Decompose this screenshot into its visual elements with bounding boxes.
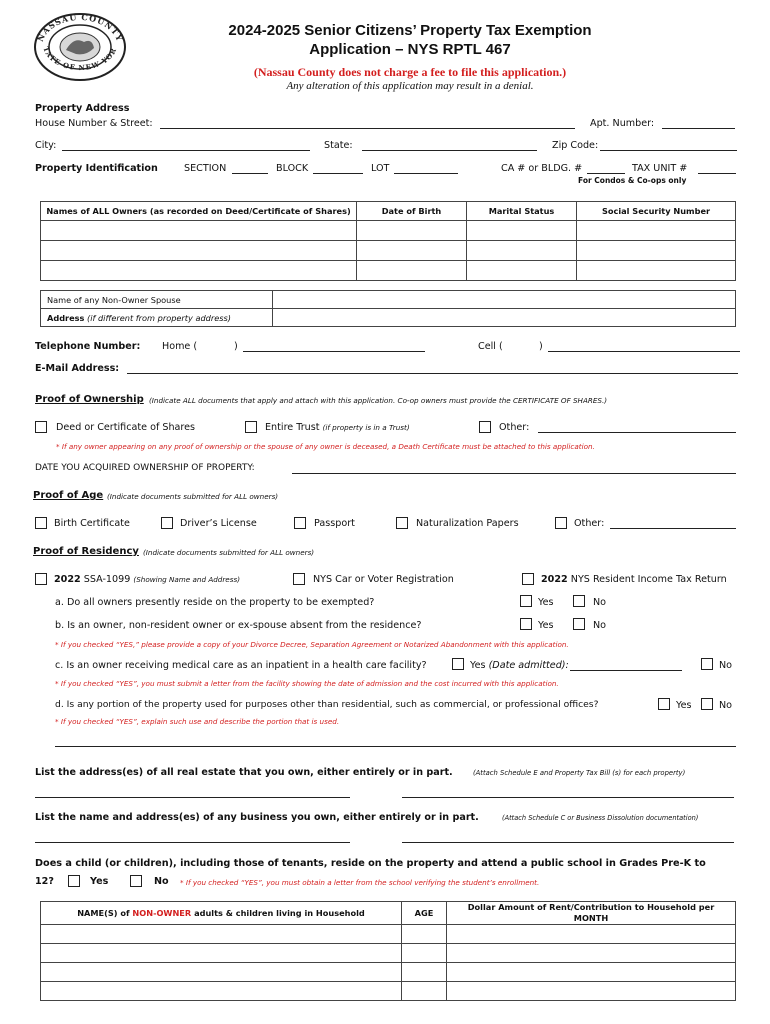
owners-header-name: Names of ALL Owners (as recorded on Deed/Certificate of Shares) <box>41 202 357 221</box>
owner-name-cell[interactable] <box>41 221 357 241</box>
block-label: BLOCK <box>276 163 309 174</box>
ownership-heading: Proof of Ownership <box>35 394 144 405</box>
household-name-cell[interactable] <box>41 982 402 1001</box>
ownership-other-checkbox[interactable] <box>479 421 491 433</box>
seal-top-text: NASSAU COUNTY <box>34 12 126 44</box>
question-b: b. Is an owner, non-resident owner or ex-spouse absent from the residence? <box>55 620 422 631</box>
deed-checkbox[interactable] <box>35 421 47 433</box>
household-rent-cell[interactable] <box>447 925 736 944</box>
household-age-cell[interactable] <box>402 963 447 982</box>
household-name-cell[interactable] <box>41 963 402 982</box>
business-note: (Attach Schedule C or Business Dissolution documentation) <box>502 814 699 822</box>
question-c-note: * If you checked “YES”, you must submit a letter from the facility showing the date of admission and the cost incurred with this application. <box>55 679 559 688</box>
question-c-yes-label: Yes (Date admitted): <box>470 660 569 671</box>
question-c-yes-checkbox[interactable] <box>452 658 464 670</box>
ca-label: CA # or BLDG. # <box>501 163 583 174</box>
tax-return-label: 2022 NYS Resident Income Tax Return <box>541 574 727 585</box>
alteration-note: Any alteration of this application may result in a denial. <box>286 80 534 92</box>
table-row <box>41 261 736 281</box>
owners-table <box>40 201 736 281</box>
zip-field[interactable] <box>600 150 737 151</box>
household-rent-cell[interactable] <box>447 944 736 963</box>
owner-name-cell[interactable] <box>41 261 357 281</box>
lot-label: LOT <box>371 163 390 174</box>
home-label: Home ( <box>162 341 198 352</box>
email-field[interactable] <box>127 373 738 374</box>
apt-field[interactable] <box>662 128 735 129</box>
school-note: * If you checked “YES”, you must obtain a letter from the school verifying the student’s enrollment. <box>180 878 540 887</box>
question-c-no-checkbox[interactable] <box>701 658 713 670</box>
car-voter-label: NYS Car or Voter Registration <box>313 574 454 585</box>
tax-return-checkbox[interactable] <box>522 573 534 585</box>
seal-bottom-text: TATE OF NEW YOR <box>41 45 119 73</box>
cell-close: ) <box>539 341 543 352</box>
spouse-name-cell[interactable] <box>273 291 736 309</box>
question-a-no-label: No <box>593 597 607 608</box>
section-field[interactable] <box>232 173 268 174</box>
school-no-label: No <box>154 876 169 887</box>
residency-note: (Indicate documents submitted for ALL owners) <box>143 548 315 557</box>
trust-checkbox[interactable] <box>245 421 257 433</box>
condo-note: For Condos & Co-ops only <box>578 176 687 185</box>
license-checkbox[interactable] <box>161 517 173 529</box>
state-label: State: <box>324 140 353 151</box>
business-field-2[interactable] <box>402 842 734 843</box>
question-d-yes-checkbox[interactable] <box>658 698 670 710</box>
household-header-age: AGE <box>402 902 447 925</box>
section-label: SECTION <box>184 163 227 174</box>
household-rent-cell[interactable] <box>447 963 736 982</box>
household-header-name: NAME(S) of NON-OWNER adults & children living in Household <box>41 902 402 925</box>
apt-label: Apt. Number: <box>590 118 655 129</box>
birth-cert-checkbox[interactable] <box>35 517 47 529</box>
question-b-yes-checkbox[interactable] <box>520 618 532 630</box>
street-field[interactable] <box>160 128 575 129</box>
owner-marital-cell[interactable] <box>467 241 577 261</box>
city-label: City: <box>35 140 57 151</box>
home-phone-field[interactable] <box>243 351 425 352</box>
table-row <box>41 944 736 963</box>
owner-marital-cell[interactable] <box>467 261 577 281</box>
age-other-checkbox[interactable] <box>555 517 567 529</box>
spouse-address-label: Address (if different from property address) <box>41 309 273 327</box>
ssa-label: 2022 SSA-1099 (Showing Name and Address) <box>54 574 241 585</box>
table-row <box>41 221 736 241</box>
zip-label: Zip Code: <box>552 140 599 151</box>
email-label: E-Mail Address: <box>35 363 120 374</box>
question-d-yes-label: Yes <box>676 700 692 711</box>
property-id-heading: Property Identification <box>35 163 158 174</box>
age-other-label: Other: <box>574 518 605 529</box>
passport-label: Passport <box>314 518 355 529</box>
owners-header-dob: Date of Birth <box>357 202 467 221</box>
owner-ssn-cell[interactable] <box>577 241 736 261</box>
date-admitted-field[interactable] <box>570 670 682 671</box>
tax-unit-label: TAX UNIT # <box>632 163 688 174</box>
birth-cert-label: Birth Certificate <box>54 518 130 529</box>
fee-note: (Nassau County does not charge a fee to file this application.) <box>253 65 567 79</box>
school-question: Does a child (or children), including those of tenants, reside on the property and attend a public school in Grades Pre-K to <box>35 858 706 869</box>
lot-field[interactable] <box>394 173 458 174</box>
school-yes-checkbox[interactable] <box>68 875 80 887</box>
question-d-no-checkbox[interactable] <box>701 698 713 710</box>
question-a-no-checkbox[interactable] <box>573 595 585 607</box>
real-estate-field-2[interactable] <box>402 797 734 798</box>
telephone-label: Telephone Number: <box>35 341 141 352</box>
cell-phone-field[interactable] <box>548 351 740 352</box>
question-c-no-label: No <box>719 660 733 671</box>
table-row <box>41 982 736 1001</box>
question-d: d. Is any portion of the property used for purposes other than residential, such as commercial, or professional offices? <box>55 699 599 710</box>
spouse-address-cell[interactable] <box>273 309 736 327</box>
owner-ssn-cell[interactable] <box>577 221 736 241</box>
owners-header-ssn: Social Security Number <box>577 202 736 221</box>
business-label: List the name and address(es) of any business you own, either entirely or in part. <box>35 812 479 823</box>
real-estate-field-1[interactable] <box>35 797 350 798</box>
table-row <box>41 241 736 261</box>
real-estate-note: (Attach Schedule E and Property Tax Bill (s) for each property) <box>473 769 686 777</box>
household-age-cell[interactable] <box>402 982 447 1001</box>
owner-marital-cell[interactable] <box>467 221 577 241</box>
question-a: a. Do all owners presently reside on the property to be exempted? <box>55 597 375 608</box>
owner-dob-cell[interactable] <box>357 241 467 261</box>
car-voter-checkbox[interactable] <box>293 573 305 585</box>
school-no-checkbox[interactable] <box>130 875 142 887</box>
passport-checkbox[interactable] <box>294 517 306 529</box>
state-field[interactable] <box>362 150 537 151</box>
household-name-cell[interactable] <box>41 944 402 963</box>
ssa-checkbox[interactable] <box>35 573 47 585</box>
residency-heading: Proof of Residency <box>33 546 139 557</box>
household-table <box>40 901 736 1001</box>
ownership-other-field[interactable] <box>538 432 736 433</box>
household-age-cell[interactable] <box>402 925 447 944</box>
question-d-explain-field[interactable] <box>55 746 736 747</box>
county-seal-icon <box>32 12 128 82</box>
table-row <box>41 963 736 982</box>
question-a-yes-label: Yes <box>538 597 554 608</box>
owners-header-marital: Marital Status <box>467 202 577 221</box>
question-d-no-label: No <box>719 700 733 711</box>
question-b-no-label: No <box>593 620 607 631</box>
household-rent-cell[interactable] <box>447 982 736 1001</box>
license-label: Driver’s License <box>180 518 257 529</box>
household-header-rent: Dollar Amount of Rent/Contribution to Household per MONTH <box>447 902 736 925</box>
date-acquired-field[interactable] <box>292 473 736 474</box>
block-field[interactable] <box>313 173 363 174</box>
page-title-line2: Application – NYS RPTL 467 <box>309 41 511 58</box>
school-yes-label: Yes <box>90 876 109 887</box>
ownership-other-label: Other: <box>499 422 530 433</box>
street-label: House Number & Street: <box>35 118 153 129</box>
ownership-note: (Indicate ALL documents that apply and attach with this application. Co-op owners must provide the CERTIFICATE OF SHARES.) <box>149 396 608 405</box>
age-heading: Proof of Age <box>33 490 104 501</box>
owner-ssn-cell[interactable] <box>577 261 736 281</box>
deceased-note: * If any owner appearing on any proof of ownership or the spouse of any owner is deceased, a Death Certificate must be attached to this application. <box>56 442 595 451</box>
page-title-line1: 2024-2025 Senior Citizens’ Property Tax Exemption <box>228 22 592 39</box>
naturalization-label: Naturalization Papers <box>416 518 519 529</box>
cell-label: Cell ( <box>478 341 503 352</box>
question-b-no-checkbox[interactable] <box>573 618 585 630</box>
naturalization-checkbox[interactable] <box>396 517 408 529</box>
spouse-table <box>40 290 736 327</box>
question-b-yes-label: Yes <box>538 620 554 631</box>
city-field[interactable] <box>62 150 310 151</box>
question-d-note: * If you checked “YES”, explain such use and describe the portion that is used. <box>55 717 340 726</box>
deed-label: Deed or Certificate of Shares <box>56 422 196 433</box>
real-estate-label: List the address(es) of all real estate that you own, either entirely or in part. <box>35 767 453 778</box>
ca-field[interactable] <box>587 173 625 174</box>
date-acquired-label: DATE YOU ACQUIRED OWNERSHIP OF PROPERTY: <box>35 463 255 473</box>
home-close: ) <box>234 341 238 352</box>
owner-dob-cell[interactable] <box>357 261 467 281</box>
tax-unit-field[interactable] <box>698 173 736 174</box>
household-name-cell[interactable] <box>41 925 402 944</box>
question-a-yes-checkbox[interactable] <box>520 595 532 607</box>
household-age-cell[interactable] <box>402 944 447 963</box>
owner-name-cell[interactable] <box>41 241 357 261</box>
question-b-note: * If you checked “YES,” please provide a copy of your Divorce Decree, Separation Agreement or Notarized Abandonment with this application. <box>55 640 569 649</box>
trust-label: Entire Trust (if property is in a Trust) <box>265 422 410 433</box>
owner-dob-cell[interactable] <box>357 221 467 241</box>
school-question-line2: 12? <box>35 876 54 887</box>
property-address-heading: Property Address <box>35 103 130 114</box>
age-note: (Indicate documents submitted for ALL owners) <box>107 492 279 501</box>
table-row <box>41 925 736 944</box>
question-c: c. Is an owner receiving medical care as an inpatient in a health care facility? <box>55 660 427 671</box>
business-field-1[interactable] <box>35 842 350 843</box>
age-other-field[interactable] <box>610 528 736 529</box>
county-seal <box>32 12 128 82</box>
spouse-name-label: Name of any Non-Owner Spouse <box>41 291 273 309</box>
